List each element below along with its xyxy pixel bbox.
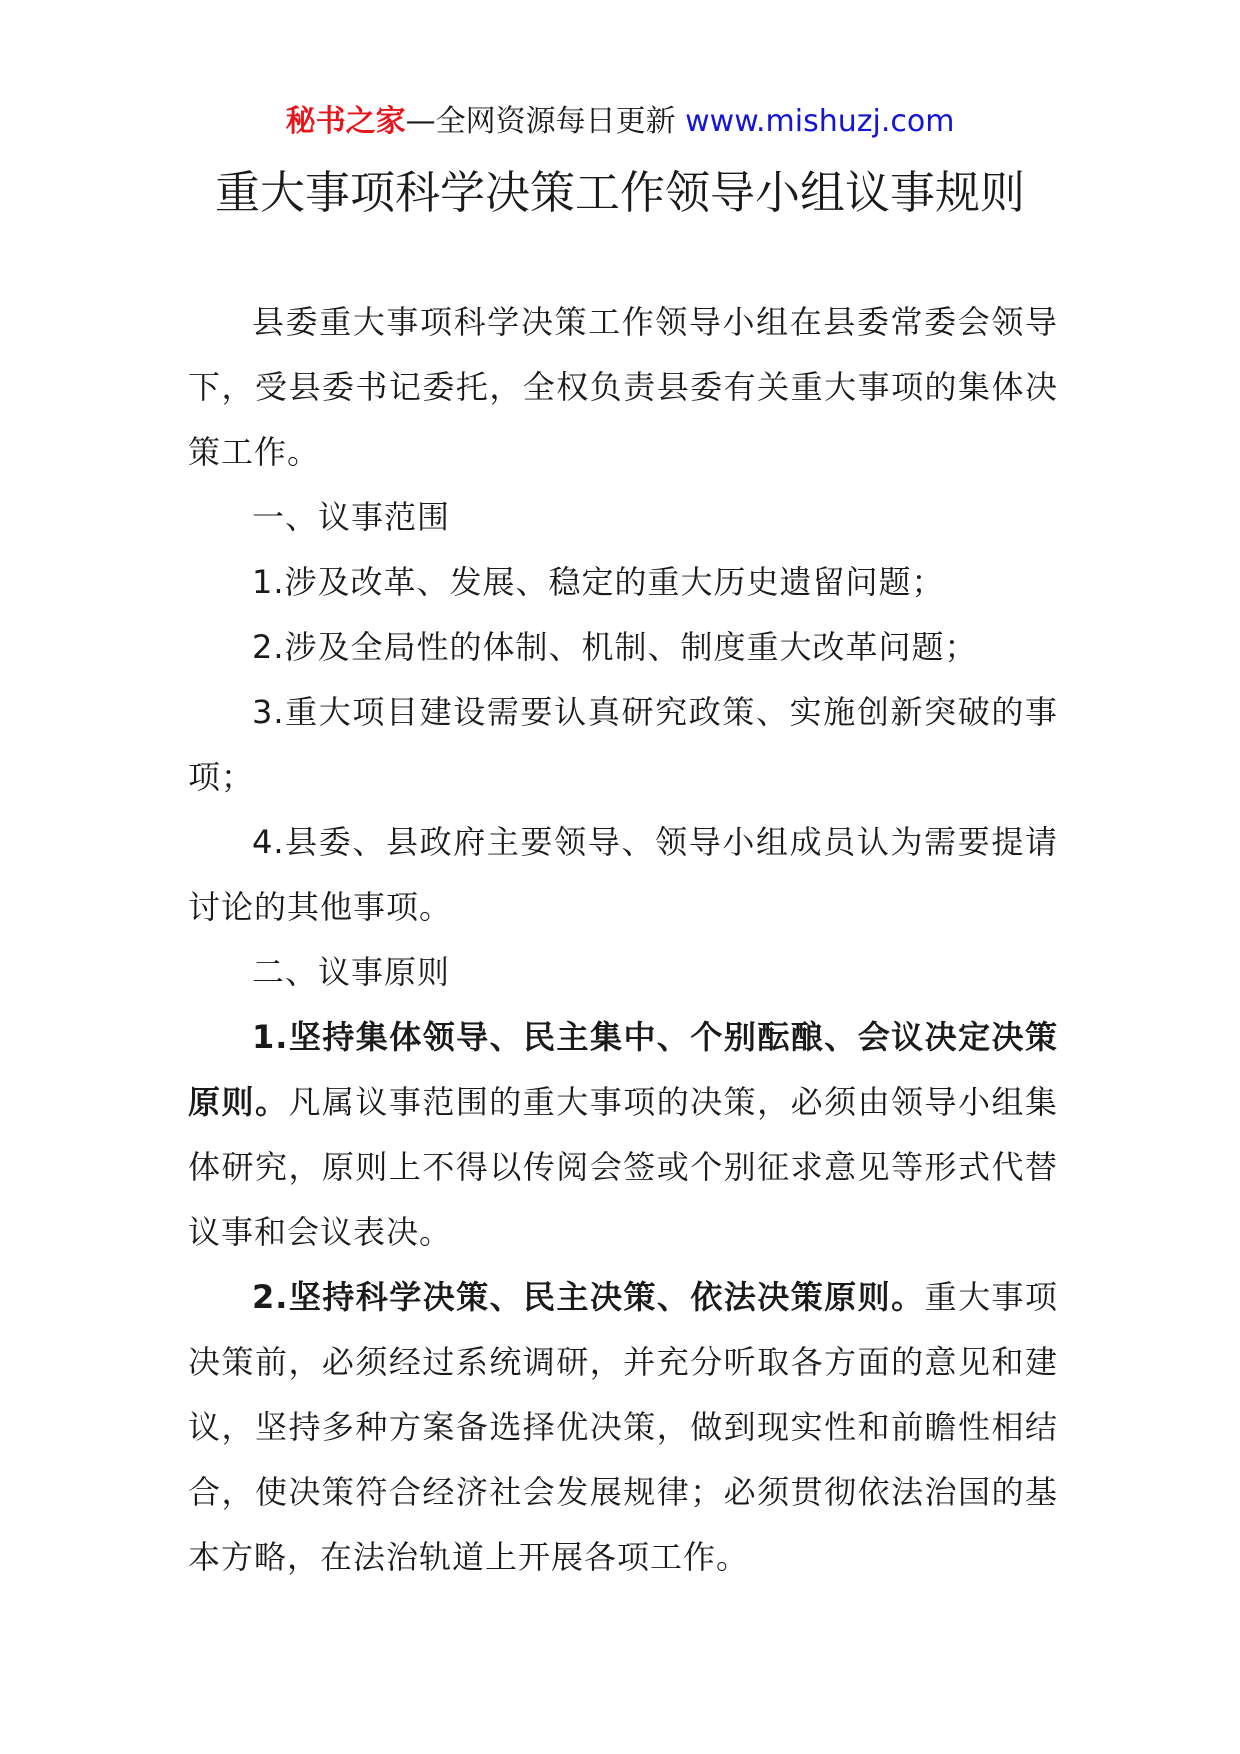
principle-paragraph — [188, 1265, 1058, 1590]
section-heading: 一、议事范围 — [252, 498, 451, 536]
principle-paragraph — [188, 1005, 1058, 1265]
site-url-link[interactable]: www.mishuzj.com — [685, 104, 955, 139]
principle-text: 凡属议事范围的重大事项的决策，必须由领导小组集体研究，原则上不得以传阅会签或个别征求意见等形式代替议事和会议表决。 — [188, 1083, 1058, 1251]
document-body — [188, 290, 1058, 1590]
list-item: 1.涉及改革、发展、稳定的重大历史遗留问题； — [252, 563, 945, 601]
list-item: 2.涉及全局性的体制、机制、制度重大改革问题； — [252, 628, 978, 666]
brand-name: 秘书之家 — [285, 104, 406, 139]
intro-paragraph: 县委重大事项科学决策工作领导小组在县委常委会领导下，受县委书记委托，全权负责县委有关重大事项的集体决策工作。 — [188, 303, 1058, 471]
document-title: 重大事项科学决策工作领导小组议事规则 — [214, 166, 1025, 219]
site-header — [0, 100, 1240, 144]
principle-text: 重大事项决策前，必须经过系统调研，并充分听取各方面的意见和建议，坚持多种方案备选择优决策，做到现实性和前瞻性相结合，使决策符合经济社会发展规律；必须贯彻依法治国的基本方略，在法治轨道上开展各项工作。 — [188, 1278, 1058, 1576]
principle-heading: 1.坚持集体领导、民主集中、个别酝酿、会议决定决策原则。 — [188, 1018, 1058, 1121]
principle-heading: 2.坚持科学决策、民主决策、依法决策原则。 — [252, 1278, 925, 1316]
list-item: 4.县委、县政府主要领导、领导小组成员认为需要提请讨论的其他事项。 — [188, 823, 1058, 926]
list-item: 3.重大项目建设需要认真研究政策、实施创新突破的事项； — [188, 693, 1058, 796]
section-heading: 二、议事原则 — [252, 953, 451, 991]
tagline: —全网资源每日更新 — [405, 104, 676, 139]
